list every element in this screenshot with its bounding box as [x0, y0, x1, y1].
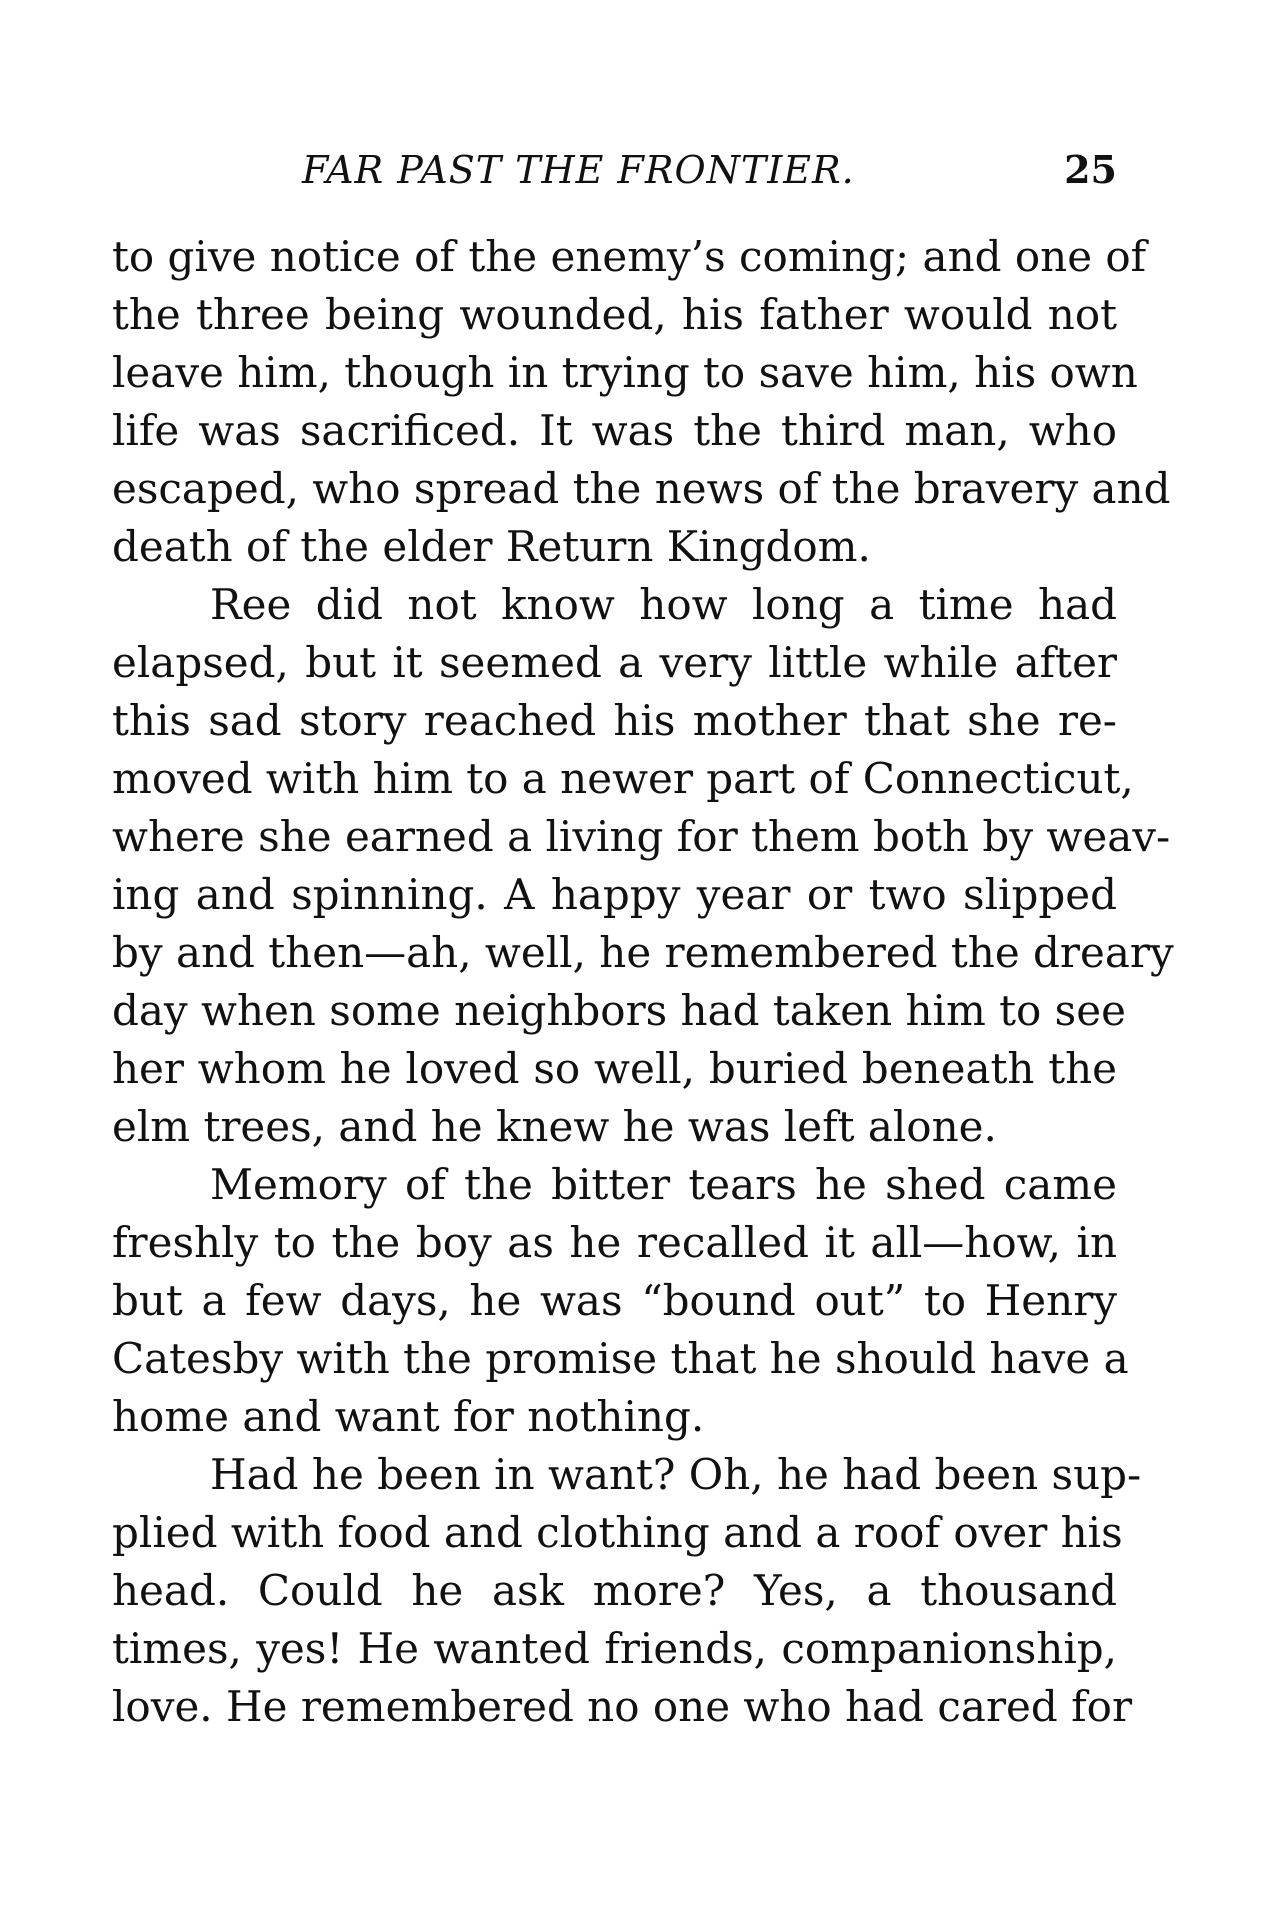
text-line: leave him, though in trying to save him, his own — [112, 348, 1138, 397]
text-line: Ree did not know how long a time had — [210, 580, 1117, 629]
text-line: her whom he loved so well, buried beneath the — [112, 1044, 1117, 1093]
text-line: head. Could he ask more? Yes, a thousand — [112, 1566, 1117, 1615]
text-line: elm trees, and he knew he was left alone. — [112, 1102, 997, 1151]
text-line: escaped, who spread the news of the bravery and — [112, 464, 1171, 513]
text-line: Memory of the bitter tears he shed came — [210, 1160, 1117, 1209]
text-line: but a few days, he was “bound out” to Henry — [112, 1276, 1117, 1325]
text-line: plied with food and clothing and a roof over his — [112, 1508, 1123, 1557]
running-head — [112, 140, 1117, 200]
text-line: Catesby with the promise that he should have a — [112, 1334, 1129, 1383]
text-line: elapsed, but it seemed a very little while after — [112, 638, 1117, 687]
text-line: the three being wounded, his father would not — [112, 290, 1117, 339]
text-line: moved with him to a newer part of Connecticut, — [112, 754, 1134, 803]
text-line: life was sacrificed. It was the third man, who — [112, 406, 1117, 455]
text-line: to give notice of the enemy’s coming; and one of — [112, 232, 1147, 281]
text-line: freshly to the boy as he recalled it all—how, in — [112, 1218, 1117, 1267]
text-line: this sad story reached his mother that she re- — [112, 696, 1117, 745]
text-line: home and want for nothing. — [112, 1392, 705, 1441]
text-line: by and then—ah, well, he remembered the dreary — [112, 928, 1174, 977]
paragraph-3 — [112, 1156, 1129, 1446]
page-number: 25 — [1064, 147, 1117, 192]
text-line: death of the elder Return Kingdom. — [112, 522, 871, 571]
paragraph-1 — [112, 228, 1171, 576]
paragraph-4 — [112, 1446, 1142, 1736]
text-line: where she earned a living for them both by weav- — [112, 812, 1171, 861]
running-title: FAR PAST THE FRONTIER. — [302, 148, 855, 192]
body-text — [112, 228, 1174, 1736]
text-line: times, yes! He wanted friends, companionship, — [112, 1624, 1117, 1673]
paragraph-2 — [112, 576, 1174, 1156]
text-line: day when some neighbors had taken him to see — [112, 986, 1126, 1035]
text-line: ing and spinning. A happy year or two slipped — [112, 870, 1117, 919]
text-line: Had he been in want? Oh, he had been sup- — [210, 1450, 1142, 1499]
text-line: love. He remembered no one who had cared for — [112, 1682, 1133, 1731]
